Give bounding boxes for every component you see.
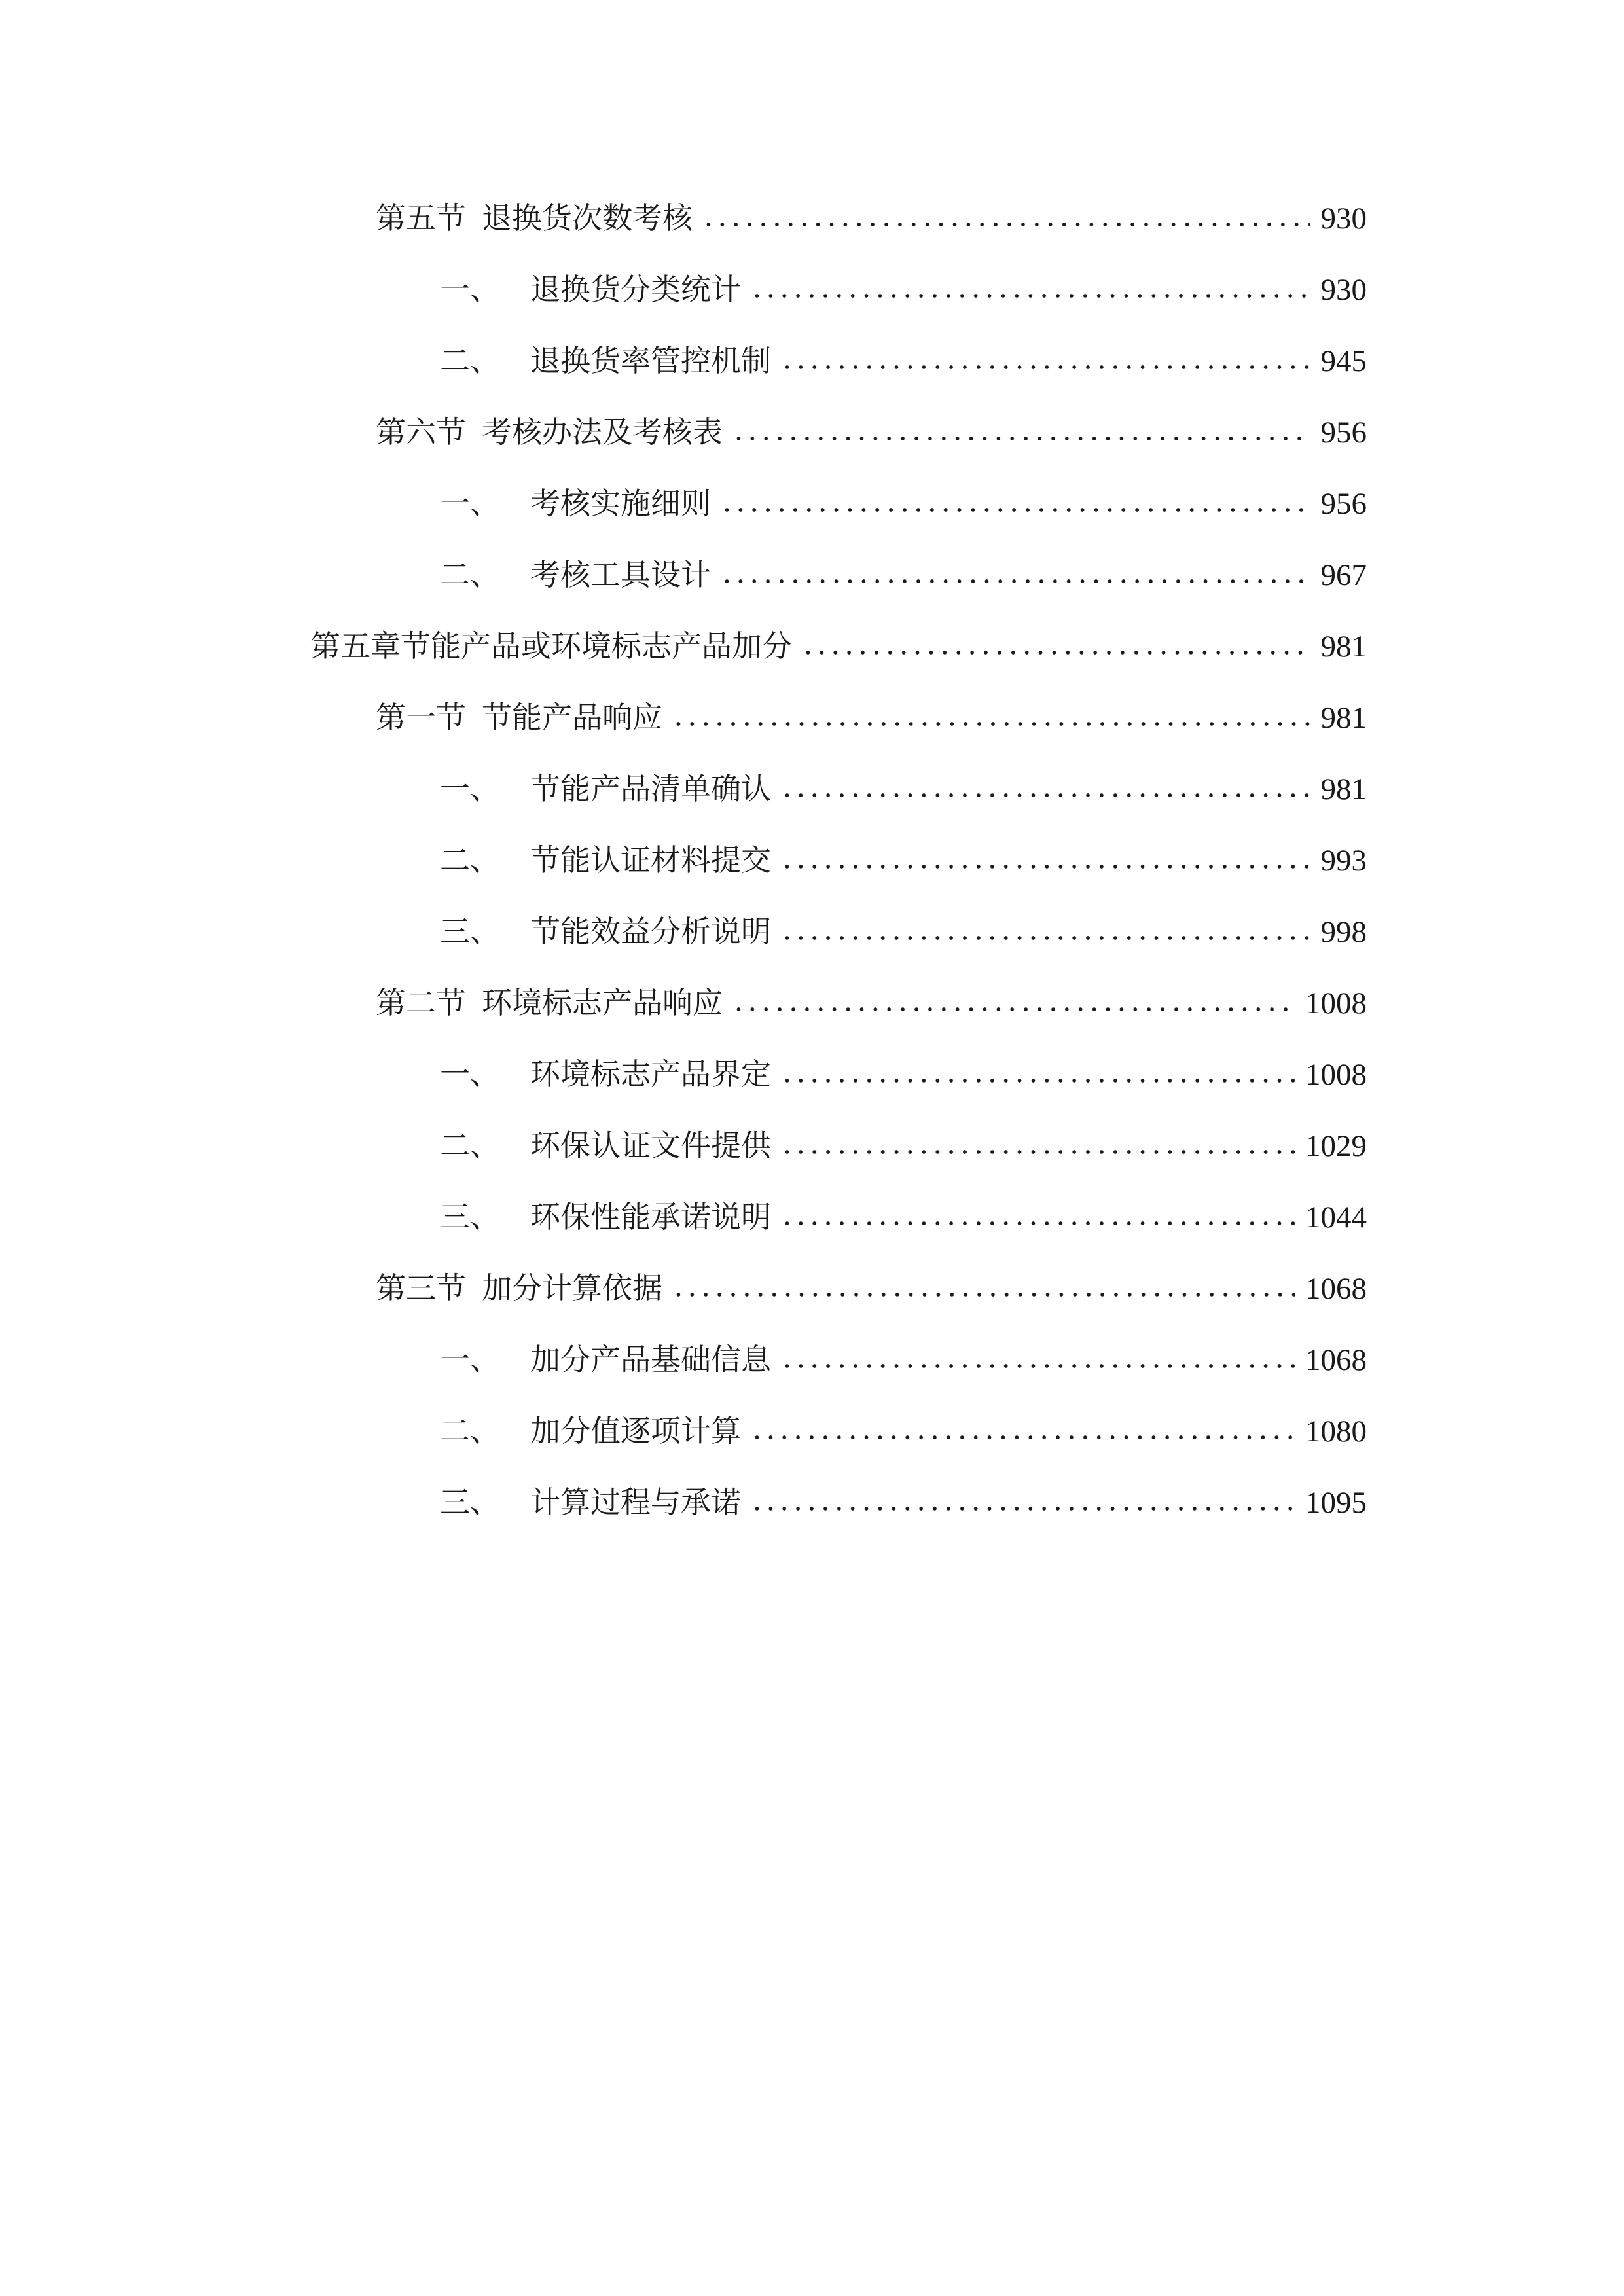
toc-entry-page-number: 1008: [1305, 986, 1367, 1020]
toc-entry-prefix: 第一节: [376, 700, 466, 735]
toc-entry-page-number: 993: [1320, 844, 1367, 878]
toc-entry-subsection[interactable]: [440, 552, 1367, 598]
dot-leader: [780, 863, 1310, 870]
toc-entry-page-number: 998: [1320, 915, 1367, 949]
toc-entry-page-number: 1068: [1305, 1343, 1367, 1377]
toc-entry-title: 节能产品响应: [482, 700, 662, 735]
toc-entry-subsection[interactable]: [440, 1051, 1367, 1097]
toc-entry-title: 退换货分类统计: [530, 272, 741, 307]
toc-entry-title: 加分值逐项计算: [530, 1413, 741, 1448]
toc-entry-label: [376, 1265, 662, 1311]
toc-entry-section[interactable]: [376, 409, 1367, 455]
toc-entry-prefix: 三、: [440, 1199, 500, 1234]
toc-entry-label: [376, 694, 662, 740]
toc-entry-label: [440, 1479, 741, 1525]
dot-leader: [720, 577, 1310, 585]
toc-entry-prefix: 第二节: [376, 985, 466, 1020]
toc-entry-page-number: 981: [1320, 772, 1367, 806]
toc-entry-label: [440, 480, 711, 526]
dot-leader: [750, 1433, 1295, 1441]
toc-entry-subsection[interactable]: [440, 908, 1367, 954]
dot-leader: [750, 1505, 1295, 1513]
toc-entry-page-number: 967: [1320, 558, 1367, 592]
toc-entry-subsection[interactable]: [440, 1336, 1367, 1382]
dot-leader: [780, 1362, 1295, 1370]
dot-leader: [780, 1219, 1295, 1227]
toc-entry-title: 退换货次数考核: [482, 200, 693, 236]
toc-entry-page-number: 1068: [1305, 1272, 1367, 1306]
toc-entry-title: 节能认证材料提交: [530, 842, 771, 878]
dot-leader: [720, 506, 1310, 514]
toc-entry-title: 考核实施细则: [530, 486, 711, 521]
toc-entry-prefix: 一、: [440, 1342, 500, 1377]
toc-entry-title: 节能产品清单确认: [530, 771, 771, 806]
toc-entry-label: [376, 980, 723, 1026]
toc-entry-label: [440, 1336, 771, 1382]
toc-entry-subsection[interactable]: [440, 1122, 1367, 1168]
toc-entry-subsection[interactable]: [440, 480, 1367, 526]
dot-leader: [780, 934, 1310, 942]
toc-entry-section[interactable]: [376, 980, 1367, 1026]
dot-leader: [672, 720, 1310, 728]
dot-leader: [750, 292, 1310, 300]
toc-entry-prefix: 二、: [440, 842, 500, 878]
dot-leader: [780, 1077, 1295, 1085]
toc-entry-subsection[interactable]: [440, 1408, 1367, 1454]
toc-entry-section[interactable]: [376, 694, 1367, 740]
toc-entry-page-number: 956: [1320, 487, 1367, 521]
toc-entry-prefix: 一、: [440, 486, 500, 521]
toc-entry-title: 节能效益分析说明: [530, 914, 771, 949]
toc-entry-title: 环保性能承诺说明: [530, 1199, 771, 1234]
dot-leader: [732, 435, 1310, 442]
toc-entry-prefix: 一、: [440, 1056, 500, 1092]
toc-entry-prefix: 第六节: [376, 414, 466, 450]
dot-leader: [780, 363, 1310, 371]
dot-leader: [732, 1005, 1295, 1013]
toc-entry-label: [310, 623, 792, 669]
toc-entry-label: [440, 908, 771, 954]
toc-entry-title: 退换货率管控机制: [530, 343, 771, 378]
toc-entry-label: [440, 1408, 741, 1454]
toc-entry-title: 环境标志产品界定: [530, 1056, 771, 1092]
toc-entry-chapter[interactable]: [310, 623, 1367, 669]
toc-entry-label: [440, 766, 771, 812]
toc-entry-title: 考核工具设计: [530, 557, 711, 592]
toc-entry-page-number: 1044: [1305, 1200, 1367, 1234]
toc-entry-page-number: 1080: [1305, 1414, 1367, 1448]
toc-entry-label: [376, 195, 693, 241]
toc-entry-prefix: 第五章: [310, 628, 401, 664]
toc-entry-prefix: 二、: [440, 1128, 500, 1163]
toc-entry-subsection[interactable]: [440, 1194, 1367, 1240]
toc-entry-page-number: 1008: [1305, 1058, 1367, 1092]
toc-entry-subsection[interactable]: [440, 338, 1367, 384]
toc-entry-label: [440, 338, 771, 384]
dot-leader: [672, 1291, 1295, 1299]
toc-entry-title: 加分产品基础信息: [530, 1342, 771, 1377]
toc-entry-prefix: 二、: [440, 343, 500, 378]
toc-entry-page-number: 1095: [1305, 1486, 1367, 1520]
dot-leader: [702, 221, 1310, 228]
toc-entry-section[interactable]: [376, 1265, 1367, 1311]
toc-entry-title: 环境标志产品响应: [482, 985, 723, 1020]
toc-entry-page-number: 945: [1320, 344, 1367, 378]
toc-entry-title: 考核办法及考核表: [482, 414, 723, 450]
toc-entry-prefix: 二、: [440, 1413, 500, 1448]
toc-entry-subsection[interactable]: [440, 837, 1367, 883]
toc-entry-label: [440, 266, 741, 312]
toc-entry-prefix: 三、: [440, 1484, 500, 1520]
toc-entry-label: [440, 1194, 771, 1240]
toc-entry-prefix: 一、: [440, 771, 500, 806]
toc-entry-page-number: 930: [1320, 273, 1367, 307]
toc-entry-prefix: 第三节: [376, 1270, 466, 1306]
toc-entry-prefix: 二、: [440, 557, 500, 592]
toc-entry-page-number: 981: [1320, 701, 1367, 735]
toc-entry-section[interactable]: [376, 195, 1367, 241]
toc-entry-subsection[interactable]: [440, 266, 1367, 312]
dot-leader: [780, 1148, 1295, 1156]
toc-entry-subsection[interactable]: [440, 766, 1367, 812]
toc-entry-label: [440, 552, 711, 598]
toc-entry-label: [440, 837, 771, 883]
toc-entry-label: [440, 1051, 771, 1097]
dot-leader: [801, 649, 1310, 656]
toc-entry-label: [376, 409, 723, 455]
toc-entry-title: 加分计算依据: [482, 1270, 662, 1306]
toc-entry-label: [440, 1122, 771, 1168]
toc-entry-title: 计算过程与承诺: [530, 1484, 741, 1520]
toc-entry-page-number: 930: [1320, 202, 1367, 236]
toc-entry-page-number: 1029: [1305, 1129, 1367, 1163]
toc-entry-page-number: 981: [1320, 630, 1367, 664]
toc-entry-title: 环保认证文件提供: [530, 1128, 771, 1163]
toc-entry-subsection[interactable]: [440, 1479, 1367, 1525]
toc-entry-prefix: 一、: [440, 272, 500, 307]
toc-entry-page-number: 956: [1320, 416, 1367, 450]
toc-entry-prefix: 三、: [440, 914, 500, 949]
dot-leader: [780, 791, 1310, 799]
toc-entry-prefix: 第五节: [376, 200, 466, 236]
toc-entry-title: 节能产品或环境标志产品加分: [401, 628, 792, 664]
